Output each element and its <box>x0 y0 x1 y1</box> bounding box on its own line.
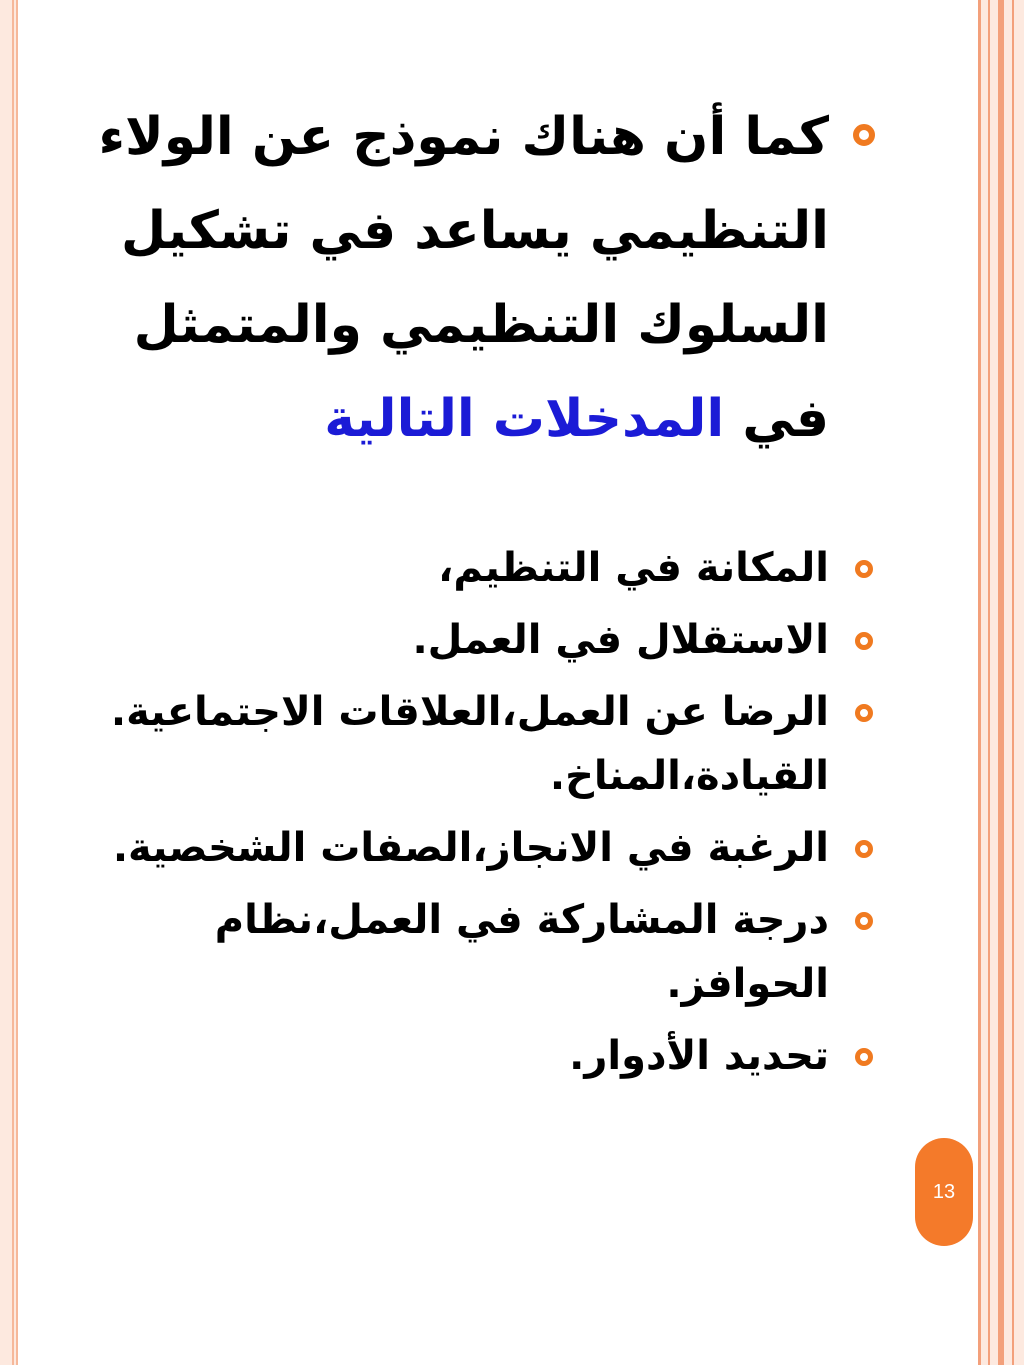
list-item-text: الرغبة في الانجاز،الصفات الشخصية. <box>112 825 829 871</box>
list-item <box>60 816 875 880</box>
bullet-circle-icon <box>855 912 873 930</box>
list-item-text: درجة المشاركة في العمل،نظام الحوافز. <box>214 897 829 1007</box>
page-number-badge: 13 <box>915 1138 973 1246</box>
list-item-text: تحديد الأدوار. <box>569 1033 829 1079</box>
slide-content <box>60 90 875 1096</box>
list-item-text: الرضا عن العمل،العلاقات الاجتماعية. القيادة،المناخ. <box>110 689 829 799</box>
heading-main-text: كما أن هناك نموذج عن الولاء التنظيمي يساعد في تشكيل السلوك التنظيمي والمتمثل في <box>98 107 829 449</box>
list-item <box>60 680 875 808</box>
inputs-list <box>60 536 875 1088</box>
list-item-text: الاستقلال في العمل. <box>412 617 829 663</box>
right-stripes-decoration <box>978 0 1024 1365</box>
bullet-circle-icon <box>855 840 873 858</box>
heading-block <box>60 90 875 466</box>
bullet-circle-icon <box>855 632 873 650</box>
list-item-text: المكانة في التنظيم، <box>438 545 829 591</box>
heading-accent-text: المدخلات التالية <box>324 389 725 449</box>
list-item <box>60 888 875 1016</box>
bullet-circle-icon <box>855 1048 873 1066</box>
slide-heading <box>60 90 829 466</box>
bullet-circle-icon <box>855 560 873 578</box>
left-border-decoration <box>0 0 18 1365</box>
list-item <box>60 536 875 600</box>
bullet-circle-icon <box>853 124 875 146</box>
list-item <box>60 608 875 672</box>
list-item <box>60 1024 875 1088</box>
bullet-circle-icon <box>855 704 873 722</box>
